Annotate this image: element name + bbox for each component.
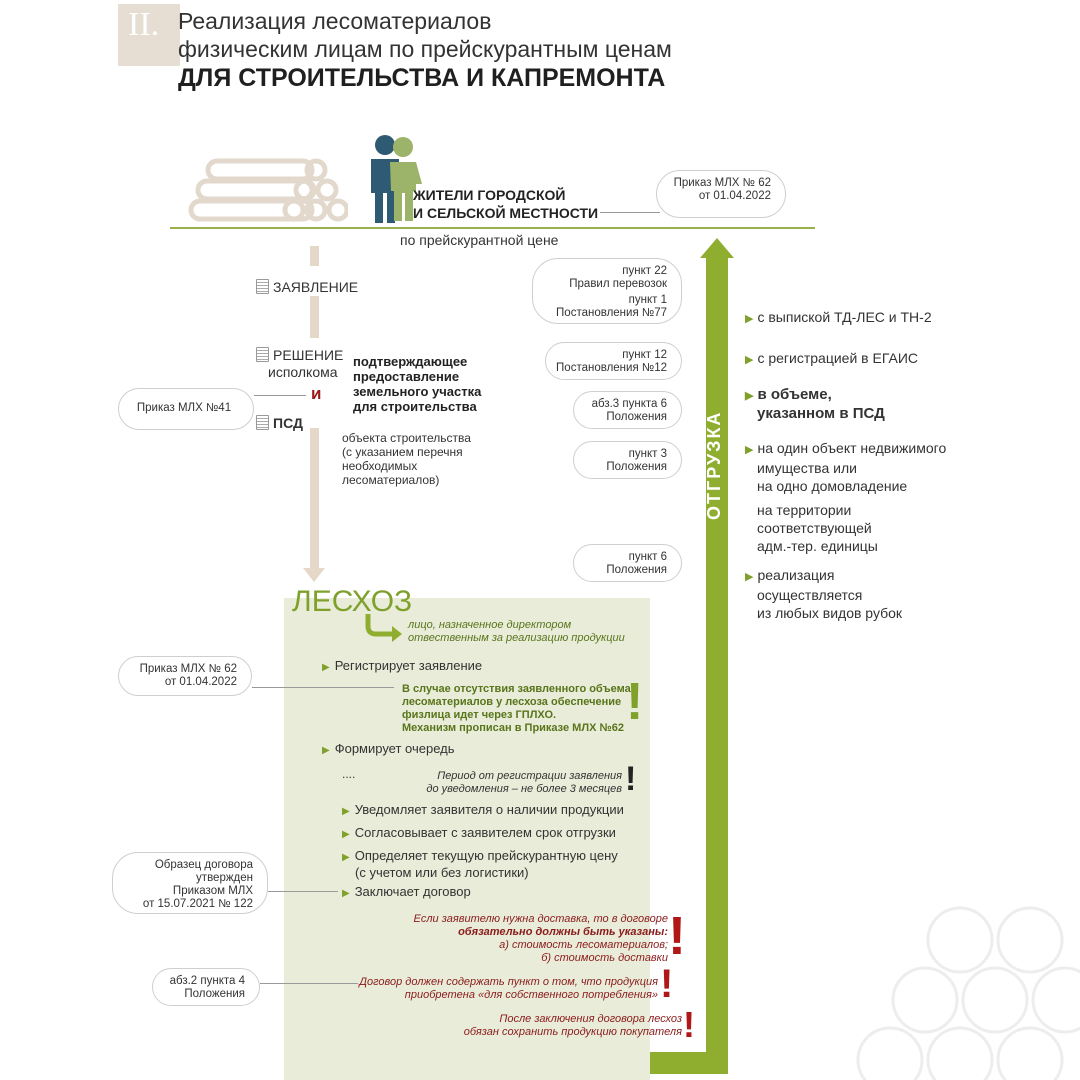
ref-transport-rules: пункт 22 Правил перевозок пункт 1 Постановления №77 xyxy=(532,258,682,324)
important-mark: ! xyxy=(668,906,686,966)
doc-application: ЗАЯВЛЕНИЕ xyxy=(256,279,358,295)
residents-label: ЖИТЕЛИ ГОРОДСКОЙ И СЕЛЬСКОЙ МЕСТНОСТИ xyxy=(413,187,599,221)
shipment-arrow-head xyxy=(700,238,734,258)
condition-volume: ▶ в объеме, указанном в ПСД xyxy=(745,386,885,422)
condition-any-felling: ▶ реализация осуществляется из любых видов рубок xyxy=(745,567,903,621)
condition-waybill: ▶ с выпиской ТД-ЛЕС и ТН-2 xyxy=(745,309,932,325)
ref-order41: Приказ МЛХ №41 xyxy=(118,388,254,430)
document-icon xyxy=(256,347,269,362)
psd-description: объекта строительства (с указанием перечня необходимых лесоматериалов) xyxy=(342,431,471,487)
period-note: Период от регистрации заявления до уведомления – не более 3 месяцев xyxy=(426,770,622,795)
important-mark: ! xyxy=(683,1004,695,1045)
step-notify: ▶ Уведомляет заявителя о наличии продукции xyxy=(342,802,624,817)
condition-egais: ▶ с регистрацией в ЕГАИС xyxy=(745,350,918,366)
decision-description: подтверждающее предоставление земельного участка для строительства xyxy=(353,354,482,414)
residents-connector xyxy=(600,212,660,213)
step-price: ▶ Определяет текущую прейскурантную цену (с учетом или без логистики) xyxy=(342,848,618,880)
shipment-label: ОТГРУЗКА xyxy=(704,410,724,520)
flow-arrow-segment xyxy=(310,428,319,570)
doc-psd: ПСД xyxy=(256,415,303,431)
page-title-line1: Реализация лесоматериалов xyxy=(178,8,492,34)
own-use-note: Договор должен содержать пункт о том, что продукция приобретена «для собственного потребления» xyxy=(359,976,658,1001)
leshoz-title: ЛЕСХОЗ xyxy=(292,585,413,618)
page-title-line2: физическим лицам по прейскурантным ценам xyxy=(178,36,672,62)
order62-connector xyxy=(252,687,394,688)
ref-order62-top: Приказ МЛХ № 62 от 01.04.2022 xyxy=(656,170,786,218)
step-register: ▶ Регистрирует заявление xyxy=(322,658,483,673)
abz2-connector xyxy=(260,983,358,984)
ref-contract-sample: Образец договора утвержден Приказом МЛХ от 15.07.2021 № 122 xyxy=(112,852,268,914)
contract-connector xyxy=(268,891,338,892)
ref-order62-left: Приказ МЛХ № 62 от 01.04.2022 xyxy=(118,656,252,696)
section-number: II. xyxy=(128,6,160,43)
gplho-note: В случае отсутствия заявленного объема лесоматериалов у лесхоза обеспечение физлица идет через ГПЛХО. Механизм прописан в Приказе МЛХ №62 xyxy=(402,683,631,734)
flow-arrow-head xyxy=(303,568,325,582)
page-title-line3: ДЛЯ СТРОИТЕЛЬСТВА И КАПРЕМОНТА xyxy=(178,64,666,92)
document-icon xyxy=(256,279,269,294)
responsible-person-note: лицо, назначенное директором отвественным за реализацию продукции xyxy=(408,619,625,644)
flow-arrow-segment xyxy=(310,296,319,338)
delivery-note: Если заявителю нужна доставка, то в договоре обязательно должны быть указаны: а) стоимость лесоматериалов; б) стоимость доставки xyxy=(413,913,668,964)
condition-one-object: ▶ на один объект недвижимого имущества или на одно домовладение на территории соответствующей адм.-тер. единицы xyxy=(745,440,947,554)
flow-arrow-segment xyxy=(310,246,319,266)
shipment-arrow-shaft xyxy=(706,256,728,1074)
important-mark: ! xyxy=(660,962,674,1006)
keep-goods-note: После заключения договора лесхоз обязан сохранить продукцию покупателя xyxy=(463,1013,682,1038)
important-mark: ! xyxy=(626,673,644,731)
ref-p3: пункт 3 Положения xyxy=(573,441,682,479)
ref-p6: пункт 6 Положения xyxy=(573,544,682,582)
curved-arrow-icon xyxy=(364,614,404,642)
and-connector: и xyxy=(311,384,322,403)
step-queue: ▶ Формирует очередь xyxy=(322,741,455,756)
step-contract: ▶ Заключает договор xyxy=(342,884,471,899)
ellipsis: .... xyxy=(342,767,356,781)
background-logs-icon xyxy=(800,900,1080,1080)
order41-connector xyxy=(254,395,306,396)
ground-line xyxy=(170,227,815,229)
ref-resolution12: пункт 12 Постановления №12 xyxy=(545,342,682,380)
ref-abz2-p4: абз.2 пункта 4 Положения xyxy=(152,968,260,1006)
document-icon xyxy=(256,415,269,430)
ref-abz3-p6: абз.3 пункта 6 Положения xyxy=(573,391,682,429)
doc-decision: РЕШЕНИЕ исполкома xyxy=(256,347,343,381)
logs-pile-icon xyxy=(188,155,348,225)
important-mark: ! xyxy=(625,760,637,798)
price-label: по прейскурантной цене xyxy=(400,232,559,248)
step-agree: ▶ Согласовывает с заявителем срок отгрузки xyxy=(342,825,616,840)
